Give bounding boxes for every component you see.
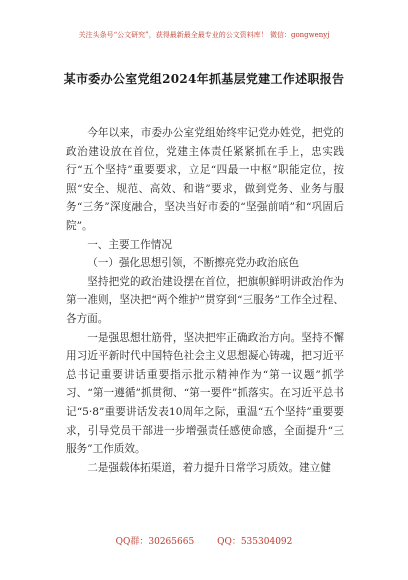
subsection-heading: （一）强化思想引领，不断擦亮党办政治底色	[87, 257, 300, 270]
paragraph: 二是强载体拓渠道，着力提升日常学习质效。建立健	[87, 461, 331, 474]
paragraph-intro: 今年以来，市委办公室党组始终牢记党办姓党，把党的政治建设放在首位，党建主体责任紧紧抓在手上，忠实践行“五个坚持”重要要求，立足“四最一中枢”职能定位，按照“安全、规范、高效、和谐”要求，做到党务、业务与服务“三务”深度融合，坚决当好市委的“坚强前哨”和“巩固后院”。	[66, 127, 344, 232]
footer-contact	[0, 534, 408, 547]
paragraph: 一是强思想壮筋骨，坚决把牢正确政治方向。坚持不懈用习近平新时代中国特色社会主义思想凝心铸魂，把习近平总书记重要讲话重要指示批示精神作为“第一议题”抓学习、“第一遵循”抓贯彻、“第一要件”抓落实。在习近平总书记“5·8”重要讲话发表10周年之际，重温“五个坚持”重要要求，引导党员干部进一步增强责任感使命感，全面提升“三服务”工作质效。	[66, 331, 344, 456]
paragraph: 坚持把党的政治建设摆在首位，把旗帜鲜明讲政治作为第一准则，坚决把“两个维护”贯穿到“三服务”工作全过程、各方面。	[66, 275, 344, 325]
footer-qq-number: QQ：535304092	[217, 537, 293, 547]
section-heading: 一、主要工作情况	[87, 238, 172, 251]
document-title: 某市委办公室党组2024年抓基层党建工作述职报告	[63, 72, 345, 86]
footer-qq-group: QQ群：30265665	[115, 537, 195, 547]
document-body	[66, 124, 344, 477]
header-promo-text: 关注头条号“公文研究”，获得最新最全最专业的公文资料库！ 微信：gongwenyj	[78, 31, 330, 39]
